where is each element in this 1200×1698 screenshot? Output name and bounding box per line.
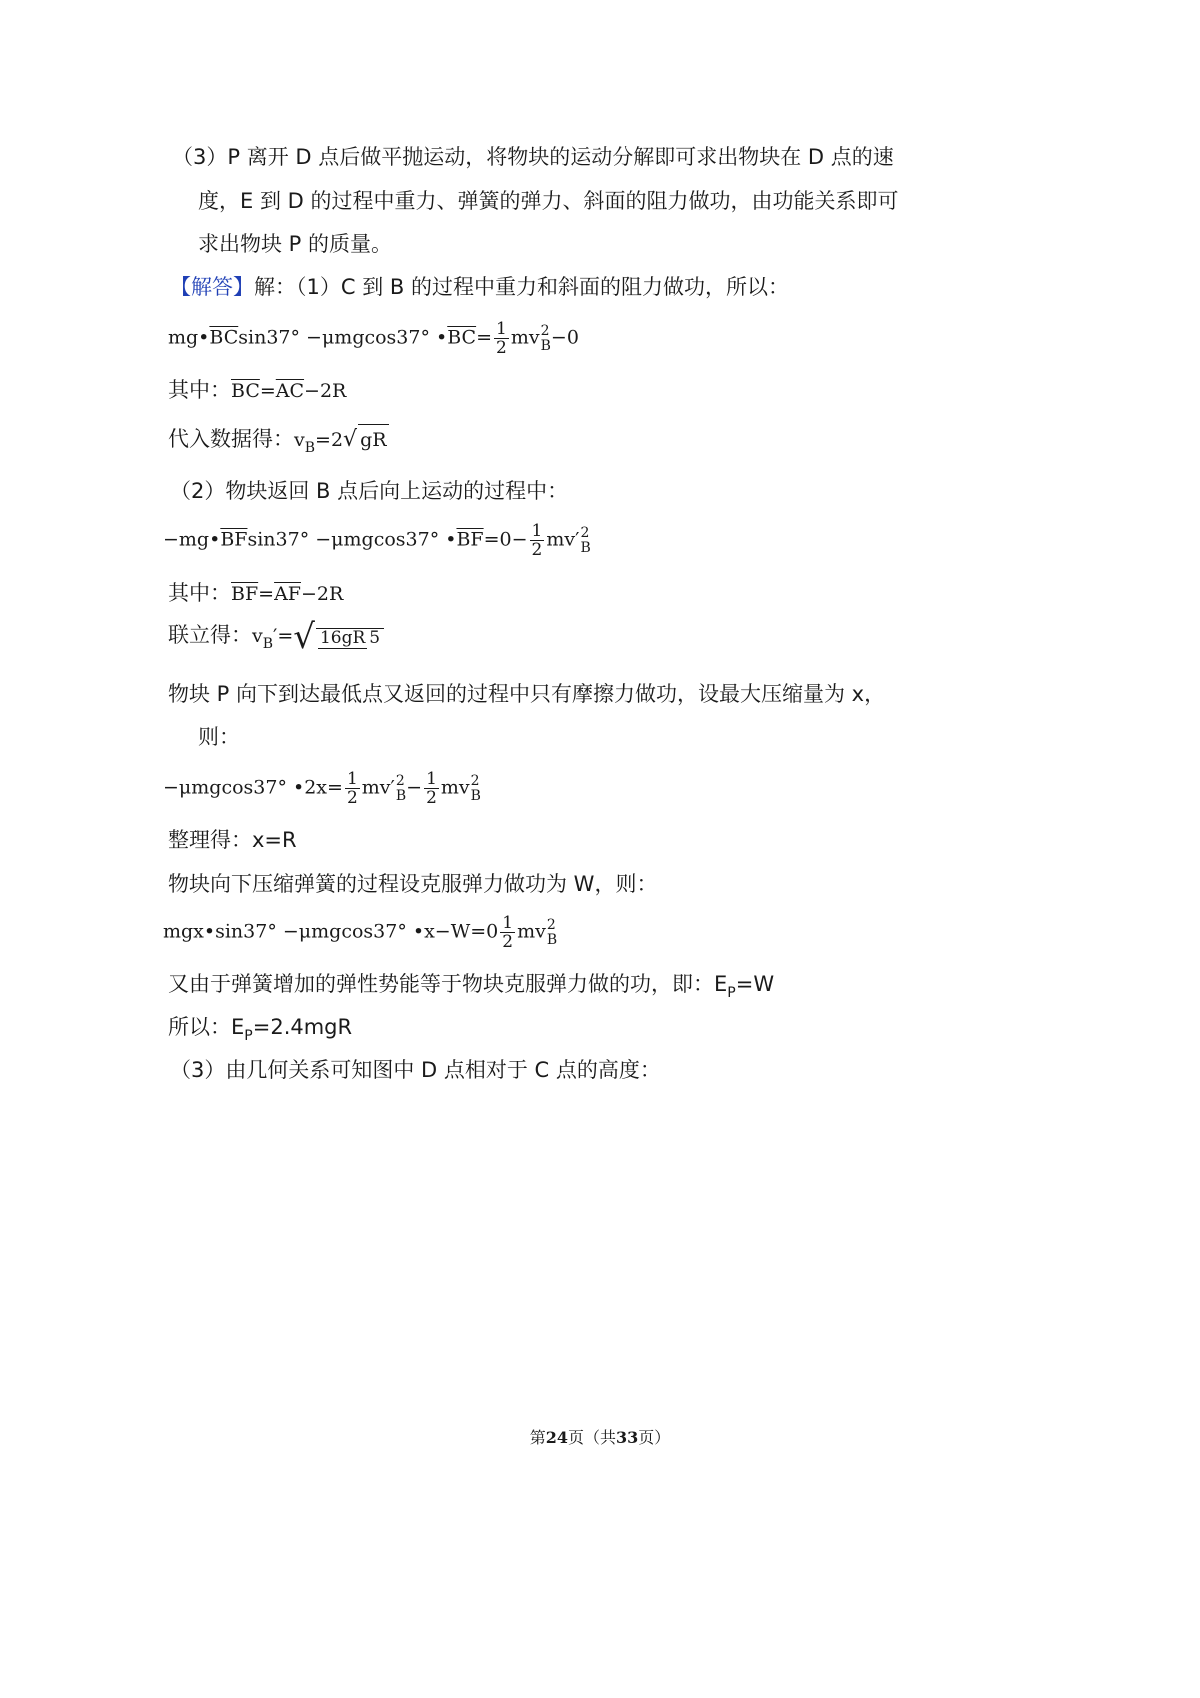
equation-1: $mg•\overline{BC}\sin 37^\circ -\mu mgcos37^\circ$ $•\overline{BC}=$ $\frac{1}{2}$ mv 2 B −0 [168,319,579,358]
where-line-1: 其中：$\overline{BC}=\overline{AC}-2R$ [168,378,347,402]
page-number: 24 [545,1428,568,1447]
analysis-line-3: 求出物块 P 的质量。 [198,232,393,256]
part3-line: （3）由几何关系可知图中 D 点相对于 C 点的高度： [170,1058,661,1082]
page-total: 33 [616,1428,639,1447]
friction-line-2: 则： [198,725,240,749]
equation-4: $-mg•\overline{BF}\sin 37^\circ -\mu mgcos37^\circ$ $•\overline{BF}=0-$ $\frac{1}{2}$ mv′ 2 B [163,521,591,560]
combine-line: 联立得：$v_B'=√$ 16gR 5 [168,620,1200,659]
where-line-2: 其中：$\overline{BF}=\overline{AF}-2R$ [168,581,344,605]
page-footer: 第24页（共33页） [529,1428,671,1447]
spring-line: 物块向下压缩弹簧的过程设克服弹力做功为 W，则： [168,872,658,896]
equation-7: −μmgcos37° •2x= $\frac{1}{2}$ mv′ 2 B − $\frac{1}{2}$ mv 2 B [163,769,481,808]
substitute-line: 代入数据得：$v_B=2√$ gR [168,424,1200,463]
so-line: 所以：$E_P=2.4mgR$ [168,1015,353,1044]
solution-intro-line [170,272,1200,302]
analysis-line-2: 度，E 到 D 的过程中重力、弹簧的弹力、斜面的阻力做功，由功能关系即可 [198,189,899,213]
equation-8: mgx•sin37° −μmgcos37° •x−W=0 $\frac{1}{2}$ mv 2 B [163,913,558,952]
energy-line: 又由于弹簧增加的弹性势能等于物块克服弹力做的功，即：$E_P=W$ [168,972,775,1001]
simplify-line: 整理得：x=R [168,828,297,852]
solution-label: 【解答】 [170,275,254,299]
friction-line-1: 物块 P 向下到达最低点又返回的过程中只有摩擦力做功，设最大压缩量为 x， [168,682,886,706]
analysis-line-1: （3）P 离开 D 点后做平抛运动，将物块的运动分解即可求出物块在 D 点的速 [172,145,894,169]
solution-intro: 解：（1）C 到 B 的过程中重力和斜面的阻力做功，所以： [254,275,789,299]
part2-line: （2）物块返回 B 点后向上运动的过程中： [170,479,569,503]
